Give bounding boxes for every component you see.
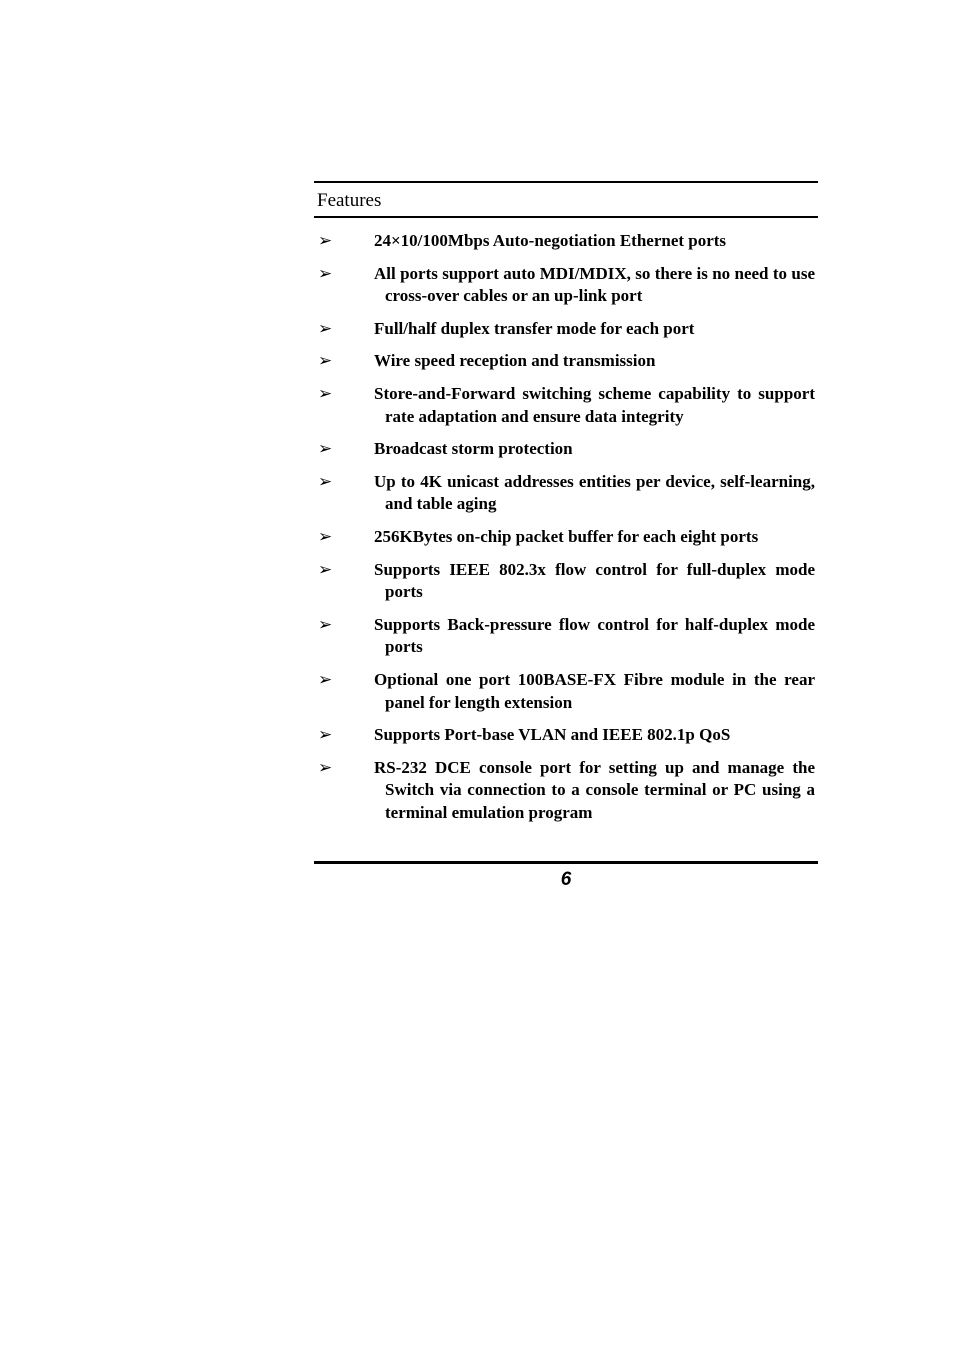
list-item — [314, 263, 818, 308]
feature-text: 24×10/100Mbps Auto-negotiation Ethernet ports — [374, 231, 727, 250]
feature-text: Supports Back-pressure flow control for half-duplex mode ports — [374, 614, 815, 657]
feature-text: Wire speed reception and transmission — [374, 351, 656, 371]
list-item — [314, 318, 818, 341]
arrowhead-bullet-icon: ➢ — [318, 471, 333, 492]
feature-text: Supports IEEE 802.3x flow control for full-duplex mode ports — [374, 559, 815, 602]
arrowhead-bullet-icon: ➢ — [318, 526, 333, 547]
list-item — [314, 757, 818, 825]
arrowhead-bullet-icon: ➢ — [318, 231, 333, 251]
feature-text: Full/half duplex transfer mode for each port — [374, 318, 695, 338]
arrowhead-bullet-icon: ➢ — [318, 757, 333, 778]
footer-rule — [314, 861, 818, 864]
feature-text: RS-232 DCE console port for setting up and manage the Switch via connection to a console terminal or PC using a terminal emulation program — [374, 757, 815, 822]
feature-text: Supports Port-base VLAN and IEEE 802.1p QoS — [374, 725, 731, 745]
feature-text: All ports support auto MDI/MDIX, so there is no need to use cross-over cables or an up-link port — [374, 263, 815, 306]
arrowhead-bullet-icon: ➢ — [318, 383, 333, 404]
feature-text: Store-and-Forward switching scheme capability to support rate adaptation and ensure data integrity — [374, 383, 815, 426]
arrowhead-bullet-icon: ➢ — [318, 439, 333, 460]
features-section — [314, 181, 818, 834]
arrowhead-bullet-icon: ➢ — [318, 351, 333, 372]
arrowhead-bullet-icon: ➢ — [318, 318, 333, 339]
list-item — [314, 614, 818, 659]
feature-text: Broadcast storm protection — [374, 439, 573, 459]
list-item — [314, 350, 818, 373]
feature-text: Optional one port 100BASE-FX Fibre module in the rear panel for length extension — [374, 669, 815, 712]
feature-text: 256KBytes on-chip packet buffer for each eight ports — [374, 526, 759, 546]
list-item — [314, 526, 818, 549]
list-item — [314, 724, 818, 747]
list-item — [314, 230, 818, 253]
list-item — [314, 669, 818, 714]
list-item — [314, 471, 818, 516]
feature-text: Up to 4K unicast addresses entities per device, self-learning, and table aging — [374, 471, 815, 514]
list-item — [314, 438, 818, 461]
page-number: 6 — [560, 869, 572, 890]
arrowhead-bullet-icon: ➢ — [318, 725, 333, 746]
features-list — [314, 218, 818, 824]
arrowhead-bullet-icon: ➢ — [318, 669, 333, 690]
arrowhead-bullet-icon: ➢ — [318, 263, 333, 284]
arrowhead-bullet-icon: ➢ — [318, 559, 333, 580]
list-item — [314, 383, 818, 428]
arrowhead-bullet-icon: ➢ — [318, 614, 333, 635]
section-title: Features — [317, 190, 382, 211]
list-item — [314, 559, 818, 604]
